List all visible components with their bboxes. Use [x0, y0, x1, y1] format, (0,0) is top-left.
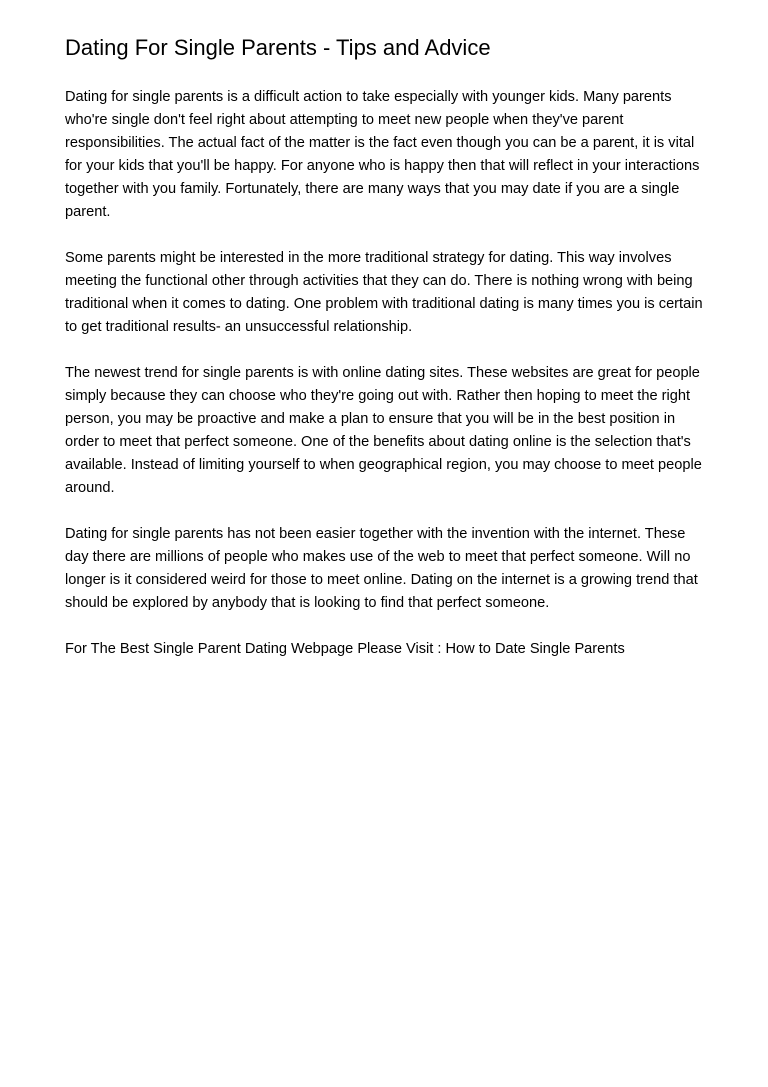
paragraph-intro: Dating for single parents is a difficult action to take especially with younger kids. Many parents who're single don't feel right about attempting to meet new people when they've parent responsibilities. The actual fact of the matter is the fact even though you can be a parent, it is vital for your kids that you'll be happy. For anyone who is happy then that will reflect in your interactions together with you family. Fortunately, there are many ways that you may date if you are a single parent.	[65, 89, 700, 220]
visit-link-text[interactable]: For The Best Single Parent Dating Webpage Please Visit : How to Date Single Parents	[65, 641, 625, 657]
paragraph-internet-trend: Dating for single parents has not been easier together with the invention with the internet. These day there are millions of people who makes use of the web to meet that perfect someone. Will no longer is it considered weird for those to meet online. Dating on the internet is a growing trend that should be explored by anybody that is looking to find that perfect someone.	[65, 526, 698, 611]
document-body	[65, 86, 710, 661]
paragraph-online-dating: The newest trend for single parents is with online dating sites. These websites are great for people simply because they can choose who they're going out with. Rather then hoping to meet the right person, you may be proactive and make a plan to ensure that you will be in the best position in order to meet that perfect someone. One of the benefits about dating online is the selection that's available. Instead of limiting yourself to when geographical region, you may choose to meet people around.	[65, 365, 702, 496]
page-title: Dating For Single Parents - Tips and Advice	[65, 35, 491, 60]
paragraph-traditional-dating: Some parents might be interested in the more traditional strategy for dating. This way involves meeting the functional other through activities that they can do. There is nothing wrong with being traditional when it comes to dating. One problem with traditional dating is many times you is certain to get traditional results- an unsuccessful relationship.	[65, 250, 703, 335]
